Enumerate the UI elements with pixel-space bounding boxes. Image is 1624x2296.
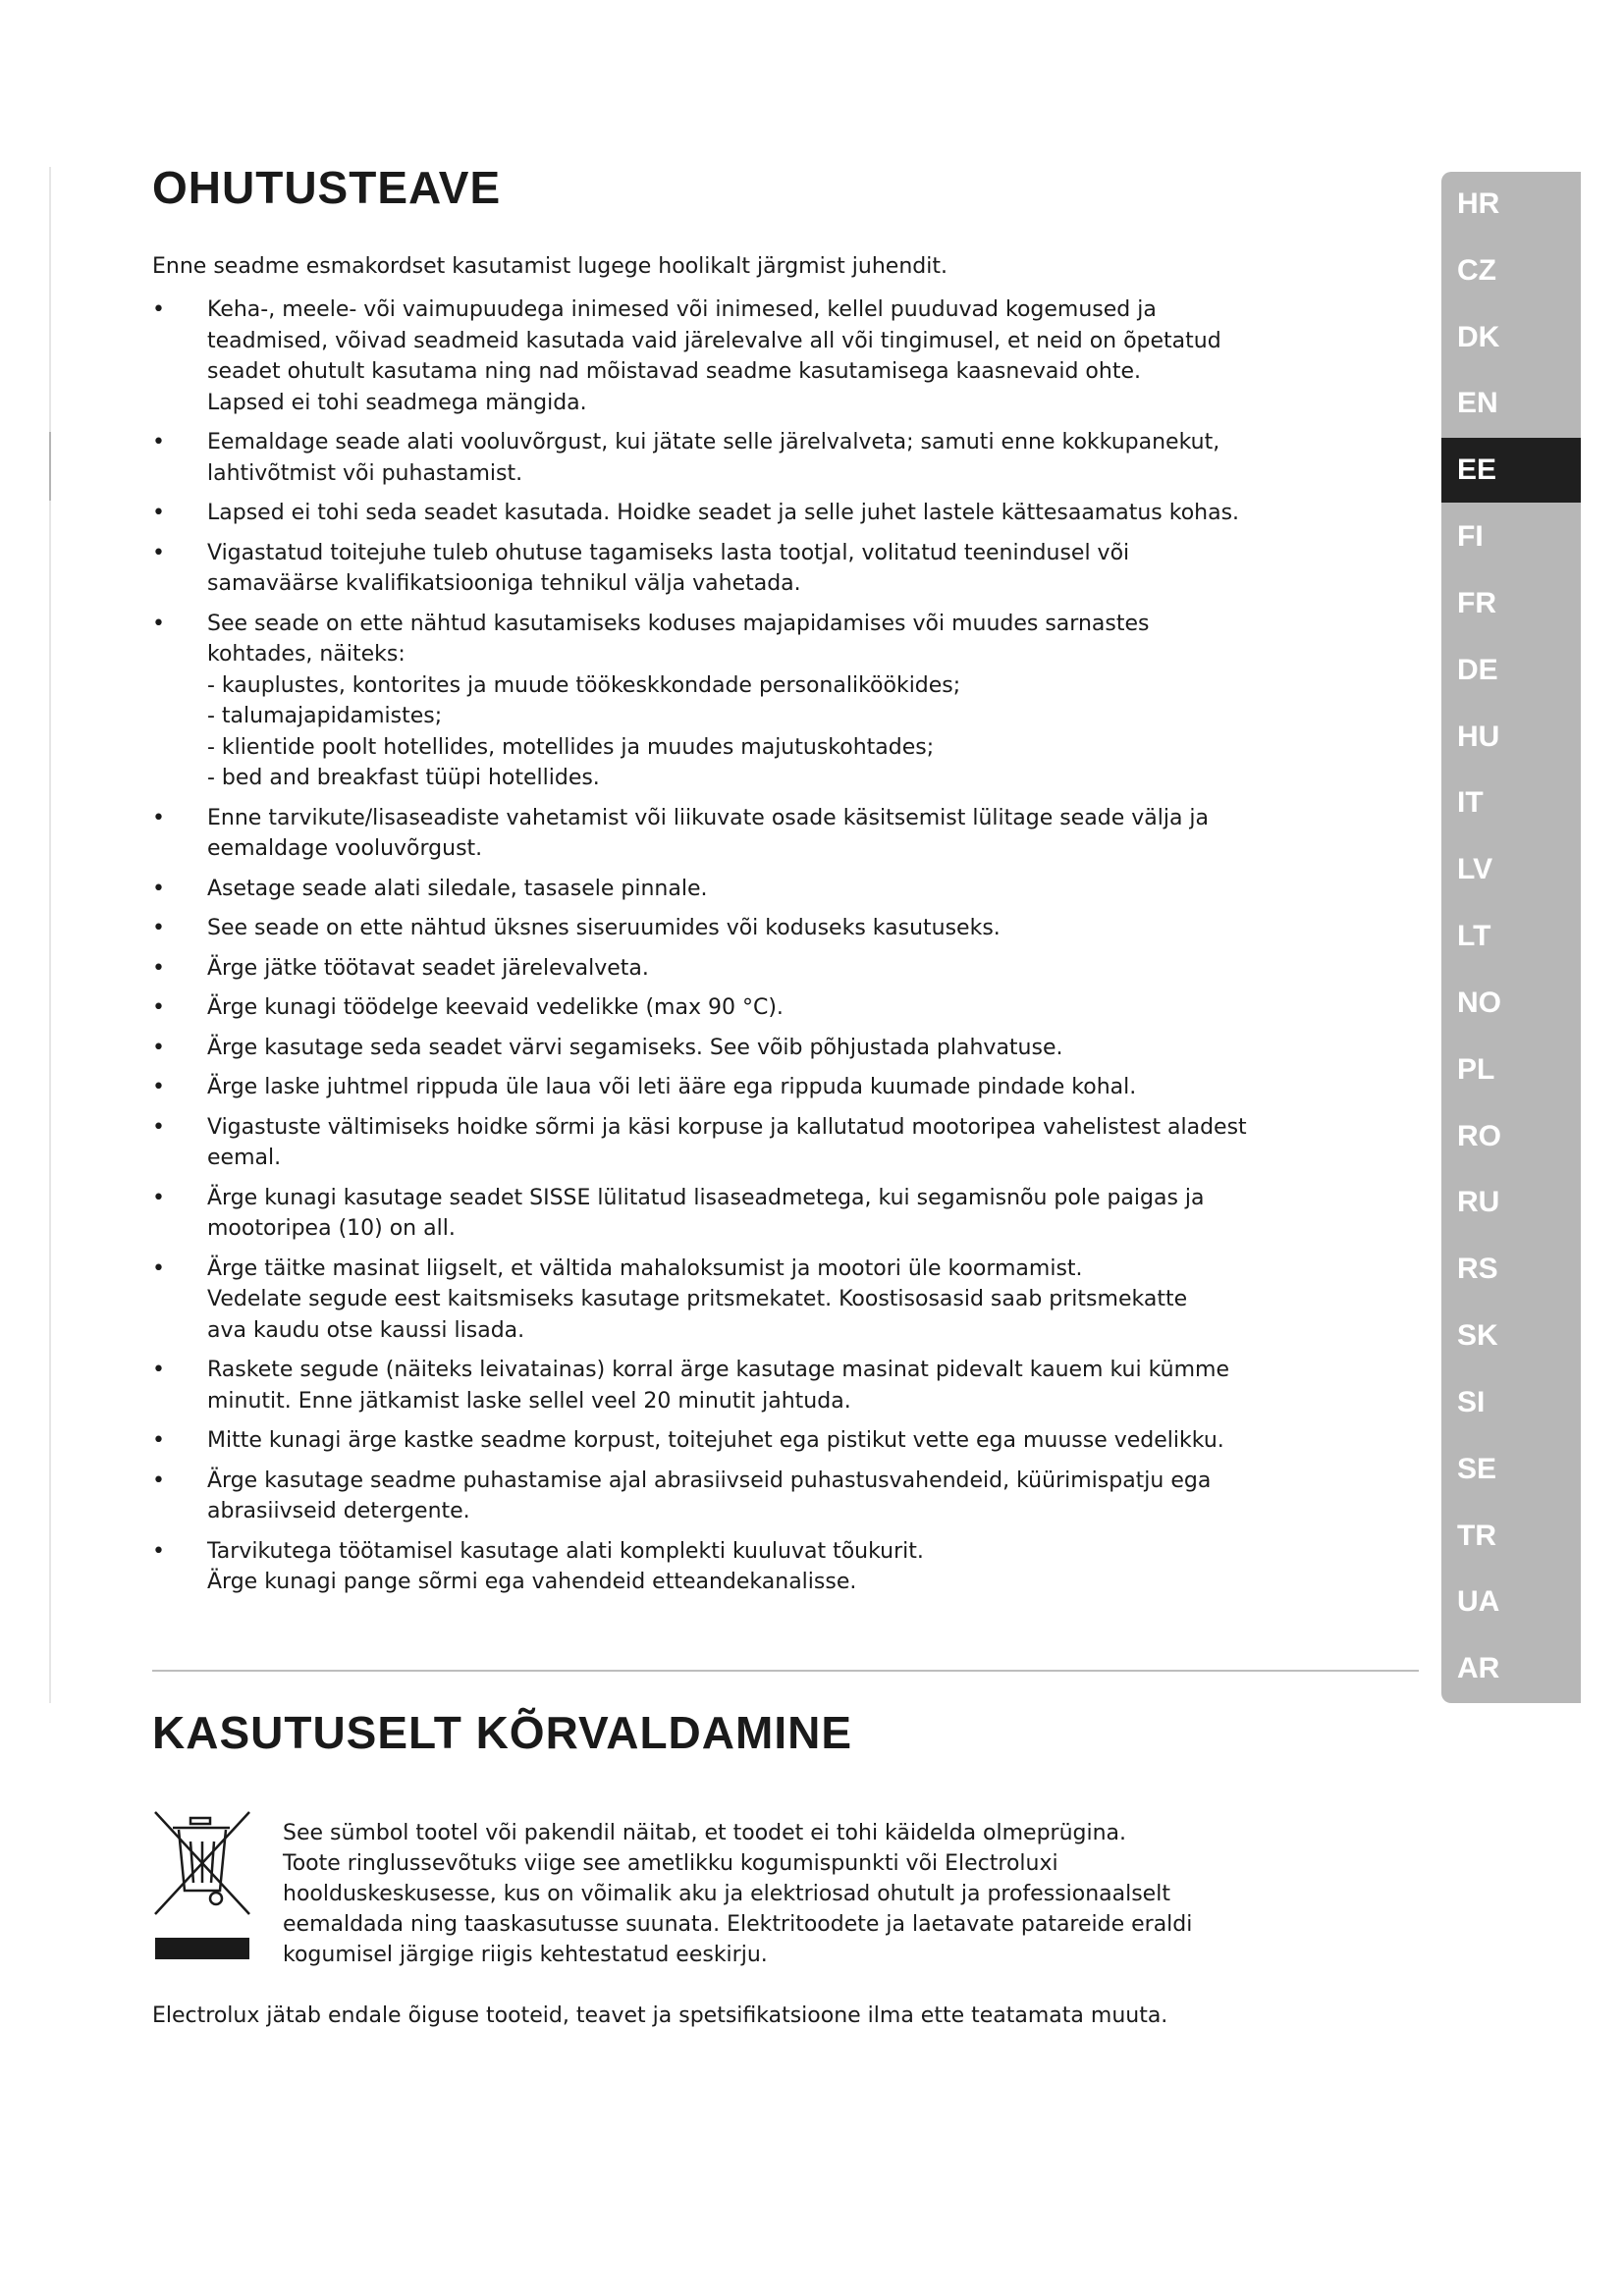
safety-item-text: Lapsed ei tohi seda seadet kasutada. Hoidke seadet ja selle juhet lastele kättesaamatus kohas. bbox=[207, 501, 1240, 525]
language-tab-dk[interactable]: DK bbox=[1457, 320, 1500, 353]
safety-item bbox=[152, 1254, 1419, 1347]
safety-item bbox=[152, 953, 1419, 985]
language-tab-ar[interactable]: AR bbox=[1457, 1652, 1500, 1685]
language-tab-ru[interactable]: RU bbox=[1457, 1186, 1500, 1219]
safety-item-text: Vigastuste vältimiseks hoidke sõrmi ja käsi korpuse ja kallutatud mootoripea vahelistest aladest eemal. bbox=[207, 1114, 1247, 1170]
bullet: • bbox=[152, 955, 165, 981]
safety-item-text: See seade on ette nähtud üksnes siseruumides või koduseks kasutuseks. bbox=[207, 916, 1001, 940]
language-tab-ee[interactable]: EE bbox=[1441, 438, 1581, 503]
language-tab-rs[interactable]: RS bbox=[1457, 1253, 1498, 1286]
safety-item bbox=[152, 498, 1419, 529]
safety-item-text: Ärge täitke masinat liigselt, et vältida mahaloksumist ja mootori üle koormamist. Vedelate segude eest kaitsmiseks kasutage pritsmekatet. Koostisosasid saab pritsmekatte ava kaudu otse kaussi lisada. bbox=[207, 1255, 1188, 1343]
safety-item-text: Ärge kasutage seadme puhastamise ajal abrasiivseid puhastusvahendeid, küürimispatju ega abrasiivseid detergente. bbox=[207, 1468, 1212, 1523]
section-divider bbox=[152, 1670, 1419, 1672]
safety-item-text: Enne tarvikute/lisaseadiste vahetamist või liikuvate osade käsitsemist lülitage seade välja ja eemaldage vooluvõrgust. bbox=[207, 805, 1210, 861]
safety-item bbox=[152, 1183, 1419, 1245]
safety-item bbox=[152, 609, 1419, 794]
safety-item bbox=[152, 538, 1419, 600]
language-tab-hu[interactable]: HU bbox=[1457, 720, 1500, 753]
safety-item-text: See seade on ette nähtud kasutamiseks koduses majapidamises või muudes sarnastes kohtades, näiteks: - kauplustes, kontorites ja muude töökeskkondade personaliköökides; - talumajapidamistes; - klientide poolt hotellides, motellides ja muudes majutuskohtades; - bed and breakfast tüüpi hotellides. bbox=[207, 611, 1150, 790]
safety-item bbox=[152, 913, 1419, 944]
disposal-title: KASUTUSELT KÕRVALDAMINE bbox=[152, 1707, 852, 1758]
safety-item bbox=[152, 1355, 1419, 1416]
safety-item-text: Ärge jätke töötavat seadet järelevalveta. bbox=[207, 955, 649, 981]
language-tab-si[interactable]: SI bbox=[1457, 1385, 1486, 1418]
bullet: • bbox=[152, 1538, 165, 1564]
language-tab-cz[interactable]: CZ bbox=[1457, 253, 1496, 287]
language-tab-no[interactable]: NO bbox=[1457, 986, 1501, 1019]
language-tab-lt[interactable]: LT bbox=[1457, 920, 1491, 953]
bullet: • bbox=[152, 1035, 165, 1060]
bullet: • bbox=[152, 1255, 165, 1281]
safety-item bbox=[152, 1033, 1419, 1064]
language-tab-it[interactable]: IT bbox=[1457, 786, 1484, 820]
safety-item bbox=[152, 803, 1419, 865]
bullet: • bbox=[152, 1358, 165, 1382]
language-tab-ua[interactable]: UA bbox=[1457, 1585, 1500, 1619]
language-tab-pl[interactable]: PL bbox=[1457, 1052, 1495, 1086]
language-tab-sk[interactable]: SK bbox=[1457, 1319, 1498, 1353]
bullet: • bbox=[152, 1114, 165, 1140]
safety-item-text: Ärge laske juhtmel rippuda üle laua või leti ääre ega rippuda kuumade pindade kohal. bbox=[207, 1075, 1137, 1099]
safety-item bbox=[152, 1536, 1419, 1598]
safety-item bbox=[152, 874, 1419, 905]
left-margin-mark bbox=[49, 432, 51, 501]
bullet: • bbox=[152, 995, 165, 1020]
safety-item-text: Keha-, meele- või vaimupuudega inimesed või inimesed, kellel puuduvad kogemused ja teadmised, võivad seadmeid kasutada vaid järelevalve all või tingimusel, et neid on õpetatud seadet ohutult kasutama ning nad mõistavad seadme kasutamisega kaasnevaid ohte. Lapsed ei tohi seadmega mängida. bbox=[207, 297, 1221, 415]
safety-item-text: Vigastatud toitejuhe tuleb ohutuse tagamiseks lasta tootjal, volitatud teenindusel või samaväärse kvalifikatsiooniga tehnikul välja vahetada. bbox=[207, 540, 1130, 596]
language-tab-fr[interactable]: FR bbox=[1457, 586, 1496, 619]
safety-item bbox=[152, 1425, 1419, 1457]
safety-item-text: Eemaldage seade alati vooluvõrgust, kui jätate selle järelvalveta; samuti enne kokkupanekut, lahtivõtmist või puhastamist. bbox=[207, 430, 1220, 486]
safety-item bbox=[152, 1466, 1419, 1527]
safety-item-text: Ärge kasutage seda seadet värvi segamiseks. See võib põhjustada plahvatuse. bbox=[207, 1035, 1063, 1060]
disclaimer: Electrolux jätab endale õiguse tooteid, teavet ja spetsifikatsioone ilma ette teatamata muuta. bbox=[152, 2003, 1168, 2028]
safety-item-text: Ärge kunagi töödelge keevaid vedelikke (max 90 °C). bbox=[207, 995, 784, 1020]
disposal-text: See sümbol tootel või pakendil näitab, et toodet ei tohi käidelda olmeprügina. Toote ringlussevõtuks viige see ametlikku kogumispunkti või Electroluxi hoolduskeskusesse, kus on võimalik aku ja elektriosad ohutult ja professionaalselt eemaldada ning taaskasutusse suunata. Elektritoodete ja laetavate patareide eraldi kogumisel järgige riigis kehtestatud eeskirju. bbox=[283, 1821, 1193, 1967]
language-tab-tr[interactable]: TR bbox=[1457, 1519, 1496, 1552]
bullet: • bbox=[152, 297, 165, 322]
left-margin-rule bbox=[49, 167, 51, 1703]
language-tab-ro[interactable]: RO bbox=[1457, 1119, 1501, 1152]
safety-item bbox=[152, 294, 1419, 418]
safety-item-text: Asetage seade alati siledale, tasasele pinnale. bbox=[207, 876, 708, 901]
bullet: • bbox=[152, 876, 165, 901]
language-tab-se[interactable]: SE bbox=[1457, 1452, 1497, 1485]
bullet: • bbox=[152, 430, 165, 454]
language-tab-en[interactable]: EN bbox=[1457, 387, 1498, 420]
bullet: • bbox=[152, 540, 165, 565]
language-tab-de[interactable]: DE bbox=[1457, 653, 1498, 686]
safety-title: OHUTUSTEAVE bbox=[152, 162, 502, 213]
safety-item bbox=[152, 427, 1419, 489]
bullet: • bbox=[152, 916, 165, 940]
safety-item-text: Mitte kunagi ärge kastke seadme korpust, toitejuhet ega pistikut vette ega muusse vedelikku. bbox=[207, 1428, 1224, 1453]
safety-item bbox=[152, 1072, 1419, 1103]
bullet: • bbox=[152, 805, 165, 830]
safety-list bbox=[152, 294, 1419, 1607]
language-tabs bbox=[1441, 172, 1581, 1703]
bullet: • bbox=[152, 1428, 165, 1453]
bullet: • bbox=[152, 1185, 165, 1210]
safety-intro: Enne seadme esmakordset kasutamist lugege hoolikalt järgmist juhendit. bbox=[152, 254, 947, 279]
safety-item bbox=[152, 992, 1419, 1024]
language-tab-lv[interactable]: LV bbox=[1457, 853, 1493, 886]
bullet: • bbox=[152, 611, 165, 636]
language-tab-fi[interactable]: FI bbox=[1457, 520, 1484, 554]
bullet: • bbox=[152, 501, 165, 525]
safety-item bbox=[152, 1112, 1419, 1174]
crossed-out-wheelie-bin-icon bbox=[147, 1804, 261, 1961]
safety-item-text: Ärge kunagi kasutage seadet SISSE lülitatud lisaseadmetega, kui segamisnõu pole paigas ja mootoripea (10) on all. bbox=[207, 1185, 1205, 1241]
language-tab-hr[interactable]: HR bbox=[1457, 187, 1500, 220]
safety-item-text: Tarvikutega töötamisel kasutage alati komplekti kuuluvat tõukurit. Ärge kunagi pange sõrmi ega vahendeid etteandekanalisse. bbox=[207, 1538, 924, 1594]
safety-item-text: Raskete segude (näiteks leivatainas) korral ärge kasutage masinat pidevalt kauem kui kümme minutit. Enne jätkamist laske sellel veel 20 minutit jahtuda. bbox=[207, 1358, 1229, 1414]
bullet: • bbox=[152, 1468, 165, 1493]
bullet: • bbox=[152, 1075, 165, 1099]
